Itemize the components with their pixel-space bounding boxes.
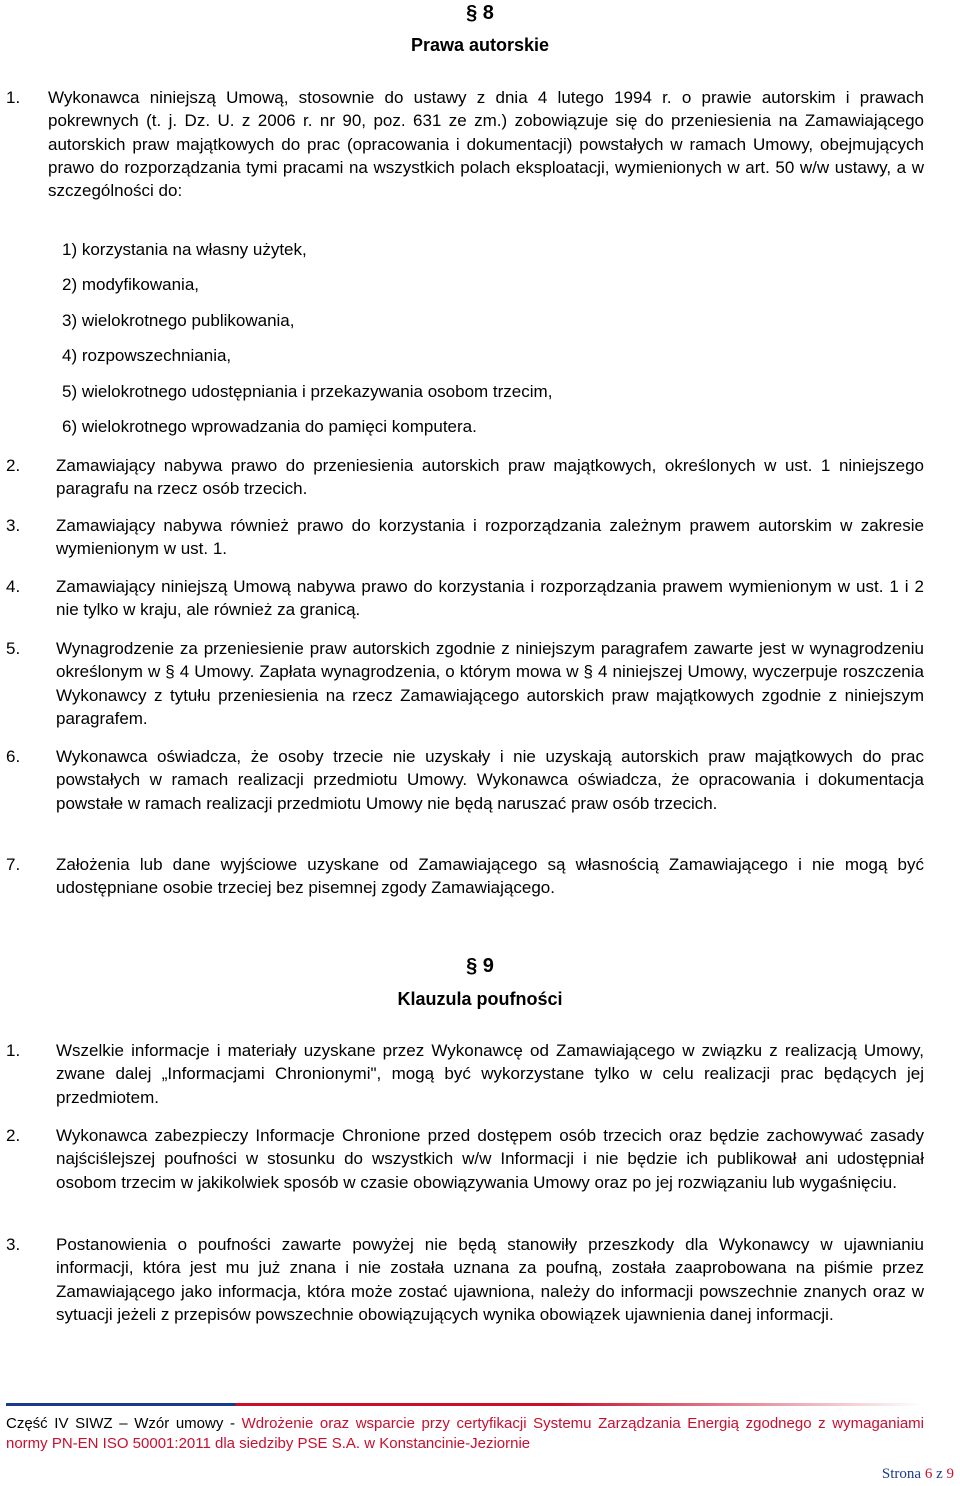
page-current: 6 [924, 1466, 933, 1482]
section-8-item-2 [6, 454, 924, 501]
item-number: 7. [6, 855, 21, 874]
item-text: Zamawiający nabywa prawo do przeniesienia autorskich praw majątkowych, określonych w ust. 1 niniejszego paragrafu na rzecz osób trzecich. [56, 456, 924, 499]
subitem-6: 6) wielokrotnego wprowadzania do pamięci komputera. [62, 417, 477, 436]
footer-title: Wdrożenie oraz wsparcie przy certyfikacji Systemu Zarządzania Energią zgodnego z wymaganiami normy PN-EN ISO 50001:2011 dla siedziby PSE S.A. w Konstancinie-Jeziornie [6, 1415, 924, 1452]
item-number: 1. [6, 88, 21, 107]
item-number: 1. [6, 1041, 21, 1060]
page-label: Strona [881, 1466, 925, 1482]
page-total: 9 [946, 1466, 954, 1482]
section-8-item-4 [6, 575, 924, 622]
section-8-sign: § 8 [466, 2, 494, 24]
section-9-title: Klauzula poufności [397, 989, 563, 1009]
section-8-title: Prawa autorskie [410, 35, 550, 55]
page-number [882, 1466, 954, 1483]
item-number: 3. [6, 1235, 21, 1254]
section-8-item-5 [6, 637, 924, 730]
item-text: Wykonawca niniejszą Umową, stosownie do ustawy z dnia 4 lutego 1994 r. o prawie autorskim i prawach pokrewnych (t. j. Dz. U. z 2006 r. nr 90, poz. 631 ze zm.) zobowiązuje się do przeniesienia na Zamawiającego autorskich praw majątkowych do prac (opracowania i dokumentacji) powstałych w ramach Umowy, obejmujących prawo do rozporządzania tymi pracami na wszystkich polach eksploatacji, wymienionych w art. 50 w/w ustawy, a w szczególności do: [48, 88, 924, 201]
item-number: 6. [6, 747, 21, 766]
item-text: Zamawiający nabywa również prawo do korzystania i rozporządzania zależnym prawem autorskim w zakresie wymienionym w ust. 1. [56, 516, 924, 559]
item-text: Wykonawca oświadcza, że osoby trzecie nie uzyskały i nie uzyskają autorskich praw majątkowych do prac powstałych w ramach realizacji przedmiotu Umowy. Wykonawca oświadcza, że opracowania i dokumentacja powstałe w ramach realizacji przedmiotu Umowy nie będą naruszać praw osób trzecich. [56, 747, 924, 813]
item-number: 3. [6, 516, 21, 535]
item-text: Wykonawca zabezpieczy Informacje Chronione przed dostępem osób trzecich oraz będzie zachowywać zasady najściślejszej poufności w stosunku do wszystkich w/w Informacji i nie będzie ich publikował ani udostępniał osobom trzecim w jakikolwiek sposób w czasie obowiązywania Umowy oraz po jej rozwiązaniu lub wygaśnięciu. [56, 1126, 924, 1192]
subitem-5: 5) wielokrotnego udostępniania i przekazywania osobom trzecim, [62, 382, 553, 401]
subitem-4: 4) rozpowszechniania, [62, 346, 232, 365]
subitem-1: 1) korzystania na własny użytek, [62, 240, 307, 259]
item-number: 2. [6, 1126, 21, 1145]
footer-caption [6, 1414, 924, 1454]
subitem-3: 3) wielokrotnego publikowania, [62, 311, 295, 330]
item-text: Wynagrodzenie za przeniesienie praw autorskich zgodnie z niniejszym paragrafem zawarte jest w wynagrodzeniu określonym w § 4 Umowy. Zapłata wynagrodzenia, o którym mowa w § 4 niniejszej Umowy, wyczerpuje roszczenia Wykonawcy z tytułu przeniesienia na rzecz Zamawiającego autorskich praw majątkowych zgodnie z niniejszym paragrafem. [56, 639, 924, 728]
section-9-sign: § 9 [466, 955, 494, 977]
section-8-item-3 [6, 514, 924, 561]
section-9-item-1 [6, 1039, 924, 1109]
footer-prefix: Część IV SIWZ – Wzór umowy - [6, 1415, 242, 1432]
item-number: 5. [6, 639, 21, 658]
footer-divider [6, 1403, 924, 1406]
item-number: 2. [6, 456, 21, 475]
subitem-2: 2) modyfikowania, [62, 275, 200, 294]
item-text: Zamawiający niniejszą Umową nabywa prawo do korzystania i rozporządzania prawem wymienionym w ust. 1 i 2 nie tylko w kraju, ale również za granicą. [56, 577, 924, 620]
section-9-item-2 [6, 1124, 924, 1194]
section-8-item-1 [6, 86, 924, 202]
item-text: Założenia lub dane wyjściowe uzyskane od Zamawiającego są własnością Zamawiającego i nie mogą być udostępniane osobie trzeciej bez pisemnej zgody Zamawiającego. [56, 855, 924, 898]
page-of: z [932, 1466, 947, 1482]
section-8-item-6 [6, 745, 924, 815]
section-8-item-7 [6, 853, 924, 900]
item-text: Postanowienia o poufności zawarte powyżej nie będą stanowiły przeszkody dla Wykonawcy w ujawnianiu informacji, która jest mu już znana i nie została uznana za poufną, została zaaprobowana na piśmie przez Zamawiającego jako informacja, która może zostać ujawniona, należy do informacji powszechnie znanych oraz w sytuacji jeżeli z przepisów powszechnie obowiązujących wynika obowiązek ujawnienia danej informacji. [56, 1235, 924, 1324]
item-text: Wszelkie informacje i materiały uzyskane przez Wykonawcę od Zamawiającego w związku z realizacją Umowy, zwane dalej „Informacjami Chronionymi", mogą być wykorzystane tylko w celu realizacji prac będących jej przedmiotem. [56, 1041, 924, 1107]
section-9-item-3 [6, 1233, 924, 1326]
item-number: 4. [6, 577, 21, 596]
